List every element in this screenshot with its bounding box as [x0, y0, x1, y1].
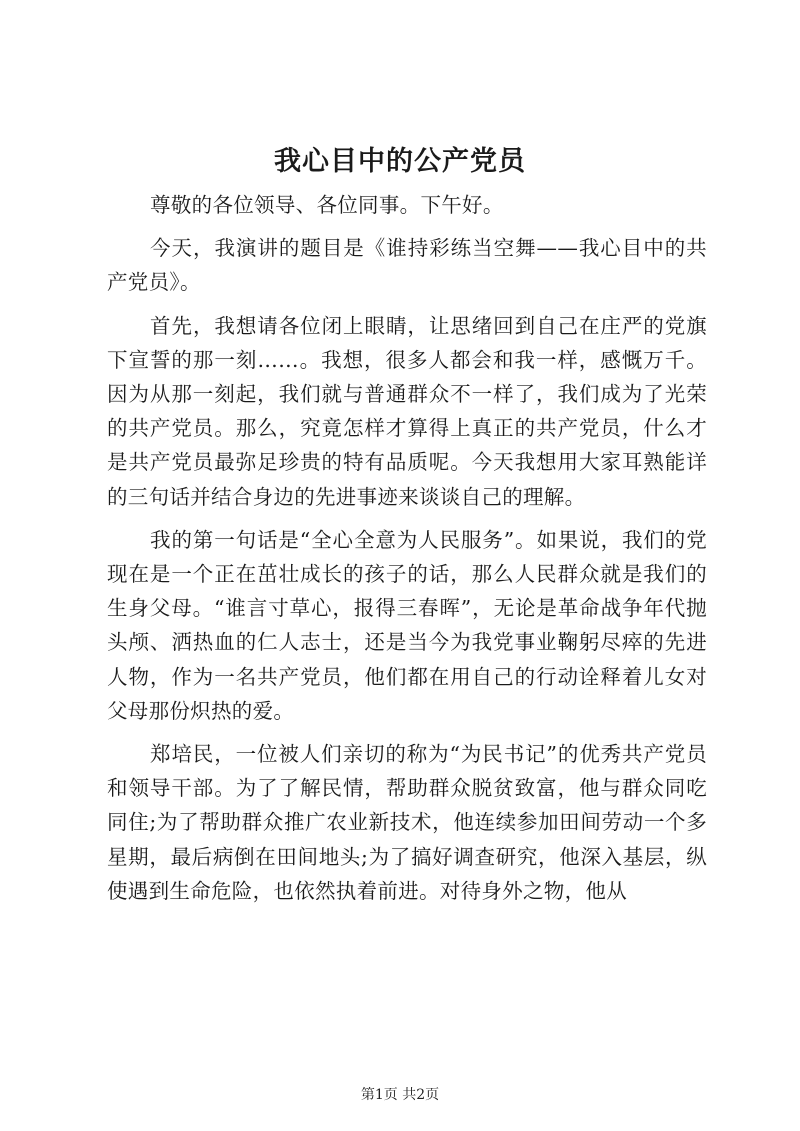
- paragraph-first-phrase: 我的第一句话是“全心全意为人民服务”。如果说，我们的党现在是一个正在茁壮成长的孩子的话，那么人民群众就是我们的生身父母。“谁言寸草心，报得三春晖”，无论是革命战争年代抛头颅、洒热血的仁人志士，还是当今为我党事业鞠躬尽瘁的先进人物，作为一名共产党员，他们都在用自己的行动诠释着儿女对父母那份炽热的爱。: [107, 527, 707, 723]
- document-title: 我心目中的公产党员: [274, 146, 526, 177]
- paragraph-introduction: 首先，我想请各位闭上眼睛，让思绪回到自己在庄严的党旗下宣誓的那一刻……。我想，很多人都会和我一样，感慨万千。因为从那一刻起，我们就与普通群众不一样了，我们成为了光荣的共产党员。那么，究竟怎样才算得上真正的共产党员，什么才是共产党员最弥足珍贵的特有品质呢。今天我想用大家耳熟能详的三句话并结合身边的先进事迹来谈谈自己的理解。: [107, 313, 707, 509]
- paragraph-zheng-peimin: 郑培民，一位被人们亲切的称为“为民书记”的优秀共产党员和领导干部。为了了解民情，帮助群众脱贫致富，他与群众同吃同住;为了帮助群众推广农业新技术，他连续参加田间劳动一个多星期，最后病倒在田间地头;为了搞好调查研究，他深入基层，纵使遇到生命危险，也依然执着前进。对待身外之物，他从: [107, 742, 707, 903]
- paragraph-greeting: 尊敬的各位领导、各位同事。下午好。: [150, 193, 504, 217]
- document-body: [107, 188, 707, 908]
- paragraph-topic: 今天，我演讲的题目是《谁持彩练当空舞——我心目中的共产党员》。: [107, 236, 707, 295]
- page-number-footer: 第1页 共2页: [360, 1087, 440, 1103]
